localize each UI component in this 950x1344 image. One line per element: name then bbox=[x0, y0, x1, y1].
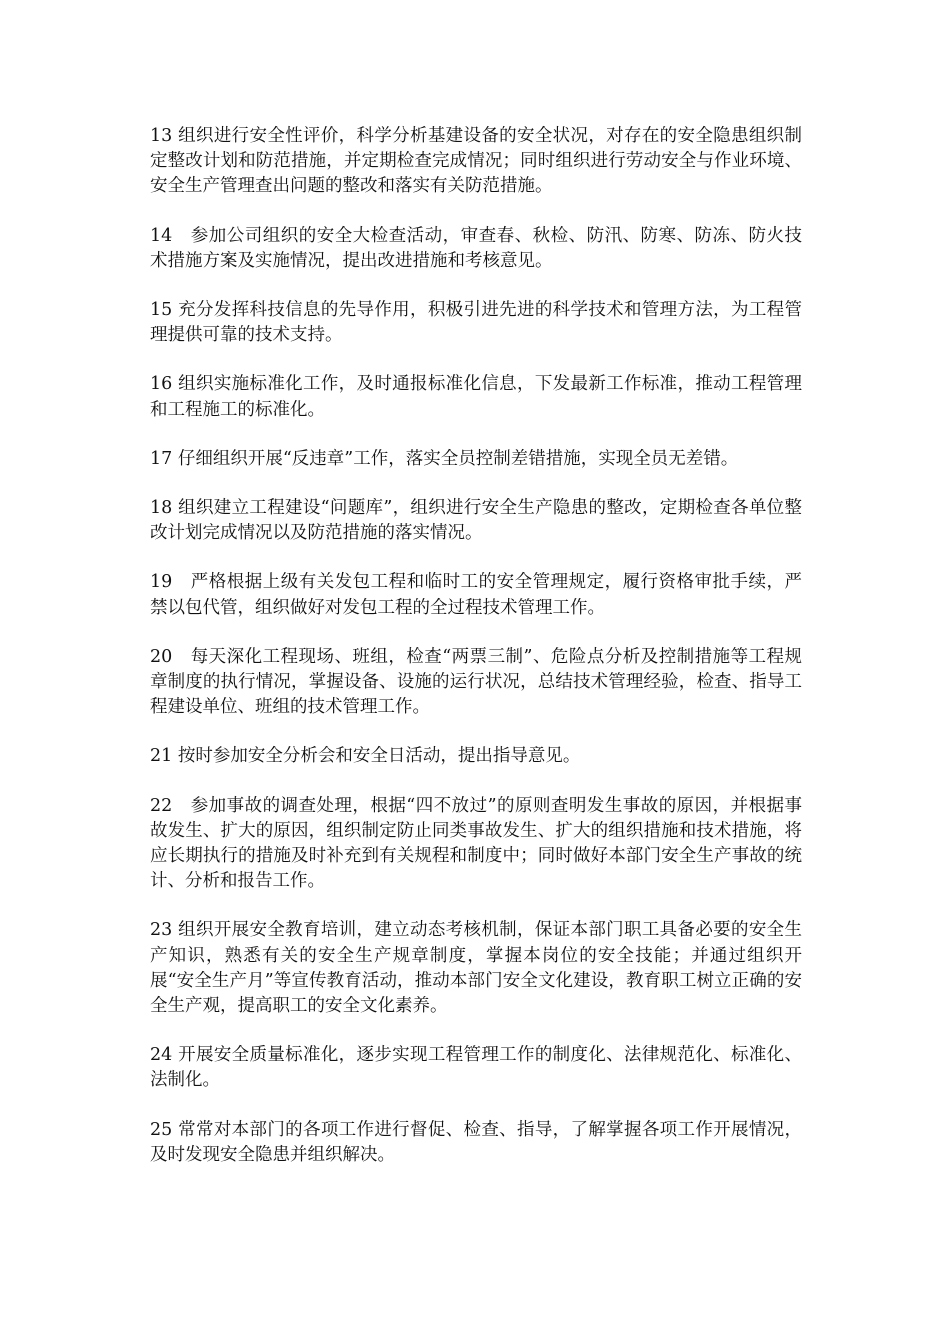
paragraph-18: 18 组织建立工程建设“问题库”，组织进行安全生产隐患的整改，定期检查各单位整改计划完成情况以及防范措施的落实情况。 bbox=[150, 498, 802, 544]
paragraph-21: 21 按时参加安全分析会和安全日活动，提出指导意见。 bbox=[150, 746, 581, 767]
paragraph-23: 23 组织开展安全教育培训，建立动态考核机制，保证本部门职工具备必要的安全生产知识，熟悉有关的安全生产规章制度，掌握本岗位的安全技能；并通过组织开展“安全生产月”等宣传教育活动，推动本部门安全文化建设，教育职工树立正确的安全生产观，提高职工的安全文化素养。 bbox=[150, 920, 802, 1017]
paragraph-24: 24 开展安全质量标准化，逐步实现工程管理工作的制度化、法律规范化、标准化、法制化。 bbox=[150, 1045, 802, 1091]
paragraph-15: 15 充分发挥科技信息的先导作用，积极引进先进的科学技术和管理方法，为工程管理提供可靠的技术支持。 bbox=[150, 300, 802, 346]
paragraph-14: 14 参加公司组织的安全大检查活动，审查春、秋检、防汛、防寒、防冻、防火技术措施方案及实施情况，提出改进措施和考核意见。 bbox=[150, 225, 802, 271]
paragraph-22: 22 参加事故的调查处理，根据“四不放过”的原则查明发生事故的原因，并根据事故发生、扩大的原因，组织制定防止同类事故发生、扩大的组织措施和技术措施，将应长期执行的措施及时补充到有关规程和制度中；同时做好本部门安全生产事故的统计、分析和报告工作。 bbox=[150, 795, 802, 892]
paragraph-25: 25 常常对本部门的各项工作进行督促、检查、指导，了解掌握各项工作开展情况，及时发现安全隐患并组织解决。 bbox=[150, 1119, 802, 1165]
paragraph-13: 13 组织进行安全性评价，科学分析基建设备的安全状况，对存在的安全隐患组织制定整改计划和防范措施，并定期检查完成情况；同时组织进行劳动安全与作业环境、安全生产管理查出问题的整改和落实有关防范措施。 bbox=[150, 126, 802, 197]
paragraph-19: 19 严格根据上级有关发包工程和临时工的安全管理规定，履行资格审批手续，严禁以包代管，组织做好对发包工程的全过程技术管理工作。 bbox=[150, 572, 802, 618]
document-body bbox=[150, 124, 802, 1192]
paragraph-16: 16 组织实施标准化工作，及时通报标准化信息，下发最新工作标准，推动工程管理和工程施工的标准化。 bbox=[150, 374, 802, 420]
paragraph-17: 17 仔细组织开展“反违章”工作，落实全员控制差错措施，实现全员无差错。 bbox=[150, 448, 739, 469]
paragraph-20: 20 每天深化工程现场、班组，检查“两票三制”、危险点分析及控制措施等工程规章制度的执行情况，掌握设备、设施的运行状况，总结技术管理经验，检查、指导工程建设单位、班组的技术管理工作。 bbox=[150, 646, 802, 718]
